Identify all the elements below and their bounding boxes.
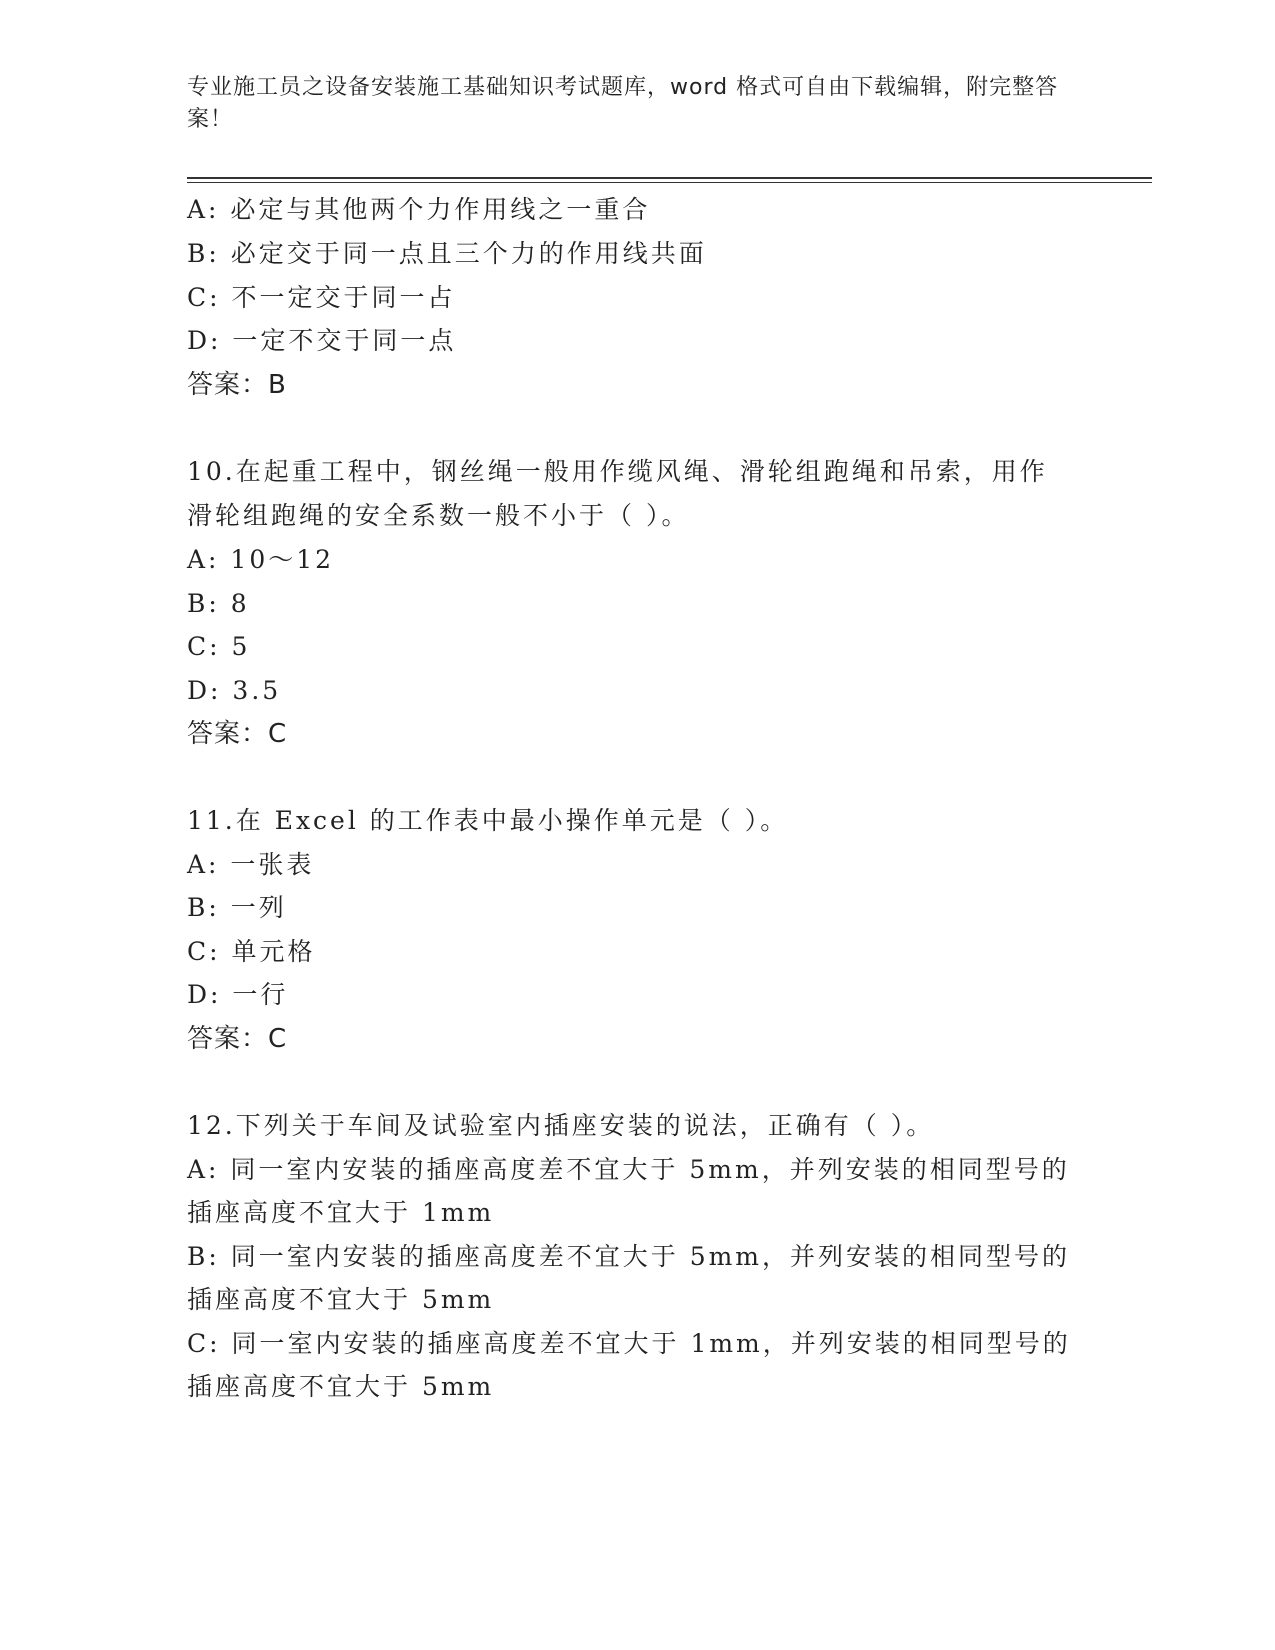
q10-option-c: C: 5 <box>187 632 251 661</box>
q12-option-c-line2: 插座高度不宜大于 5mm <box>187 1372 495 1401</box>
q9-option-a: A: 必定与其他两个力作用线之一重合 <box>187 195 651 224</box>
q11-option-c: C: 单元格 <box>187 937 316 966</box>
q9-option-c: C: 不一定交于同一占 <box>187 283 456 312</box>
q12-option-b-line1: B: 同一室内安装的插座高度差不宜大于 5mm，并列安装的相同型号的 <box>187 1242 1071 1271</box>
q12-option-a-line2: 插座高度不宜大于 1mm <box>187 1198 495 1227</box>
q11-option-d: D: 一行 <box>187 980 289 1009</box>
q11-option-a: A: 一张表 <box>187 850 315 879</box>
q12-option-c-line1: C: 同一室内安装的插座高度差不宜大于 1mm，并列安装的相同型号的 <box>187 1329 1071 1358</box>
header-divider-thin <box>187 182 1152 183</box>
header-divider-thick <box>187 177 1152 179</box>
q11-stem: 11.在 Excel 的工作表中最小操作单元是（ ）。 <box>187 806 789 835</box>
q10-option-b: B: 8 <box>187 589 250 618</box>
q10-answer: 答案：C <box>187 719 288 749</box>
q10-option-d: D: 3.5 <box>187 676 282 705</box>
q10-stem-line2: 滑轮组跑绳的安全系数一般不小于（ ）。 <box>187 501 690 530</box>
q10-stem-line1: 10.在起重工程中，钢丝绳一般用作缆风绳、滑轮组跑绳和吊索，用作 <box>187 457 1048 486</box>
q11-answer: 答案：C <box>187 1024 288 1054</box>
q9-option-d: D: 一定不交于同一点 <box>187 326 457 355</box>
q12-option-a-line1: A: 同一室内安装的插座高度差不宜大于 5mm，并列安装的相同型号的 <box>187 1155 1070 1184</box>
q9-answer: 答案：B <box>187 370 287 400</box>
q10-option-a: A: 10～12 <box>187 545 335 574</box>
q9-option-b: B: 必定交于同一点且三个力的作用线共面 <box>187 239 707 268</box>
q11-option-b: B: 一列 <box>187 893 287 922</box>
q12-stem: 12.下列关于车间及试验室内插座安装的说法，正确有（ ）。 <box>187 1111 935 1140</box>
q12-option-b-line2: 插座高度不宜大于 5mm <box>187 1285 495 1314</box>
document-header: 专业施工员之设备安装施工基础知识考试题库，word 格式可自由下载编辑，附完整答案！ <box>187 75 1059 132</box>
